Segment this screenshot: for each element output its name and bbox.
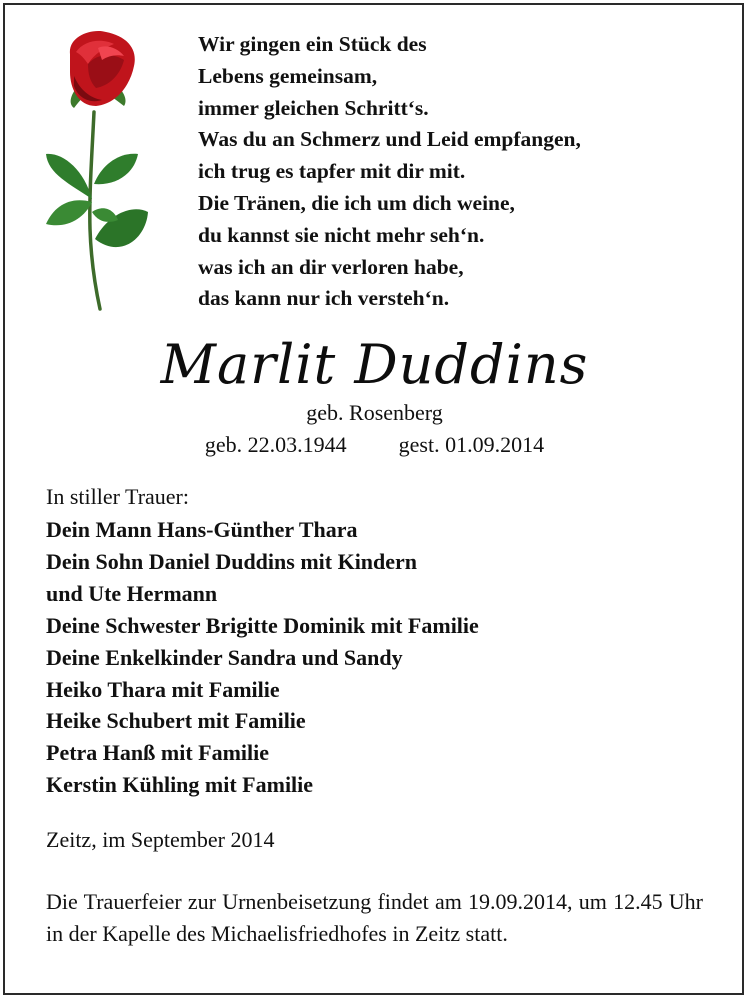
mourner-entry: Deine Enkelkinder Sandra und Sandy xyxy=(46,644,403,670)
deceased-name: Marlit Duddins xyxy=(160,333,589,396)
mourner-entry: Dein Mann Hans-Günther Thara xyxy=(46,517,358,542)
place-date: Zeitz, im September 2014 xyxy=(46,827,275,852)
mourner-entry: und Ute Hermann xyxy=(46,580,218,606)
funeral-service-info: Die Trauerfeier zur Urnenbeisetzung findet am 19.09.2014, um 12.45 Uhr in der Kapelle des Michaelisfriedhofes in Zeitz statt. xyxy=(46,889,703,946)
mourner-entry: Heiko Thara mit Familie xyxy=(46,676,280,702)
poem-line: Wir gingen ein Stück des xyxy=(198,32,427,56)
maiden-name: geb. Rosenberg xyxy=(306,400,443,425)
life-dates xyxy=(0,430,749,460)
poem-line: was ich an dir verloren habe, xyxy=(198,254,464,279)
mourner-entry: Dein Sohn Daniel Duddins mit Kindern xyxy=(46,548,418,574)
poem-line: immer gleichen Schritt‘s. xyxy=(198,95,429,120)
mourners-list xyxy=(46,514,479,801)
poem-line: du kannst sie nicht mehr seh‘n. xyxy=(198,222,485,247)
poem-line: Was du an Schmerz und Leid empfangen, xyxy=(198,127,581,152)
poem-line: Lebens gemeinsam, xyxy=(198,63,378,88)
mourner-entry: Deine Schwester Brigitte Dominik mit Familie xyxy=(46,612,479,638)
death-date: gest. 01.09.2014 xyxy=(398,432,545,457)
poem-line: Die Tränen, die ich um dich weine, xyxy=(198,190,515,215)
mourner-entry: Petra Hanß mit Familie xyxy=(46,740,270,766)
birth-date: geb. 22.03.1944 xyxy=(204,432,347,457)
rose-icon xyxy=(40,24,155,314)
poem-line: das kann nur ich versteh‘n. xyxy=(198,286,450,311)
poem-line: ich trug es tapfer mit dir mit. xyxy=(198,159,466,184)
mourner-entry: Kerstin Kühling mit Familie xyxy=(46,772,314,798)
mourning-intro: In stiller Trauer: xyxy=(46,484,189,509)
poem xyxy=(198,29,718,315)
mourner-entry: Heike Schubert mit Familie xyxy=(46,708,306,734)
